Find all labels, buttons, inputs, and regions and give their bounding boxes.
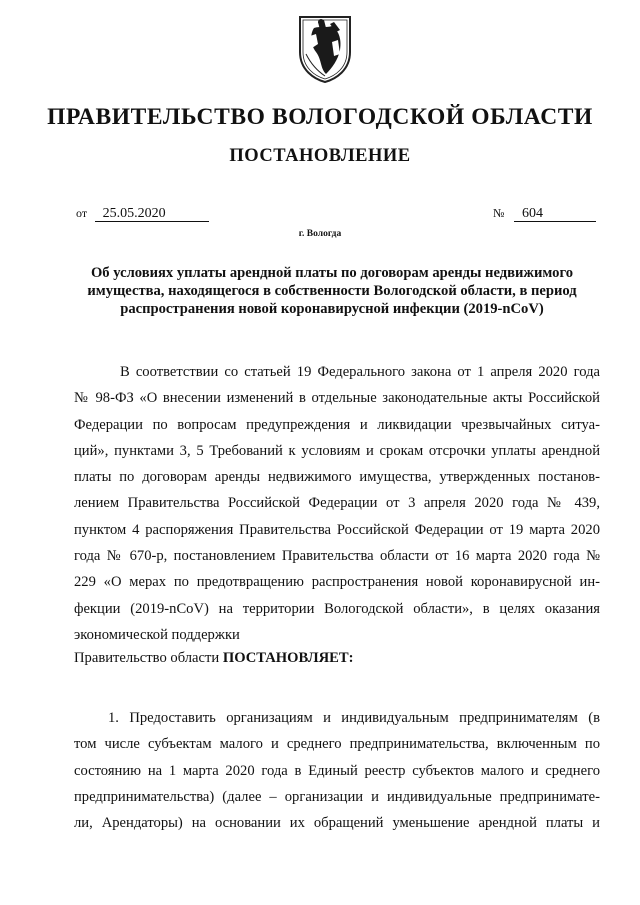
document-number: 604 xyxy=(514,206,596,222)
preamble-paragraph xyxy=(74,362,600,651)
text-line: года № 670-р, постановлением Правительства области от 16 марта 2020 года № xyxy=(74,548,600,565)
text-line: лением Правительства Российской Федерации от 3 апреля 2020 года № 439, xyxy=(74,495,600,512)
coat-of-arms-icon xyxy=(296,14,354,84)
heading-line: распространения новой коронавирусной инфекции (2019-nCoV) xyxy=(120,301,544,317)
document-heading xyxy=(60,264,604,318)
document-type: ПОСТАНОВЛЕНИЕ xyxy=(229,146,411,166)
government-title: ПРАВИТЕЛЬСТВО ВОЛОГОДСКОЙ ОБЛАСТИ xyxy=(47,104,593,130)
text-line: ли, Арендаторы) на основании их обращений уменьшение арендной платы и xyxy=(74,815,600,832)
date-prefix: от xyxy=(76,206,88,220)
text-line: фекции (2019-nCoV) на территории Вологодской области», в целях оказания xyxy=(74,600,600,617)
text-line: предпринимательства) (далее – организации и индивидуальные предпринимате- xyxy=(74,788,600,805)
text-line: В соответствии со статьей 19 Федерального закона от 1 апреля 2020 года xyxy=(120,364,600,380)
text-line: № 98-ФЗ «О внесении изменений в отдельные законодательные акты Российской xyxy=(74,390,600,407)
document-date: 25.05.2020 xyxy=(95,206,209,222)
resolution-word: ПОСТАНОВЛЯЕТ: xyxy=(222,650,354,666)
resolution-line xyxy=(74,650,353,667)
date-row xyxy=(76,206,209,222)
text-line: Федерации по вопросам предупреждения и ликвидации чрезвычайных ситуа- xyxy=(74,416,600,433)
text-line: пунктом 4 распоряжения Правительства Российской Федерации от 19 марта 2020 xyxy=(74,521,600,538)
resolution-prefix: Правительство области xyxy=(74,650,223,666)
text-line: ций», пунктами 3, 5 Требований к условиям и срокам отсрочки уплаты арендной xyxy=(74,442,600,459)
text-line: экономической поддержки xyxy=(74,626,240,643)
number-prefix: № xyxy=(493,206,505,220)
text-line: 1. Предоставить организациям и индивидуальным предпринимателям (в xyxy=(108,710,600,726)
heading-line: имущества, находящегося в собственности Вологодской области, в период xyxy=(87,283,577,299)
heading-line: Об условиях уплаты арендной платы по договорам аренды недвижимого xyxy=(90,265,574,281)
text-line: состоянию на 1 марта 2020 года в Единый реестр субъектов малого и среднего xyxy=(74,762,600,779)
number-row xyxy=(493,206,596,222)
text-line: платы по договорам аренды недвижимого имущества, утвержденных постанов- xyxy=(74,469,600,486)
clause-1-paragraph xyxy=(74,708,600,839)
city-label: г. Вологда xyxy=(298,229,342,239)
text-line: том числе субъектам малого и среднего предпринимательства, включенным по xyxy=(74,736,600,753)
text-line: 229 «О мерах по предотвращению распространения новой коронавирусной ин- xyxy=(74,574,600,591)
